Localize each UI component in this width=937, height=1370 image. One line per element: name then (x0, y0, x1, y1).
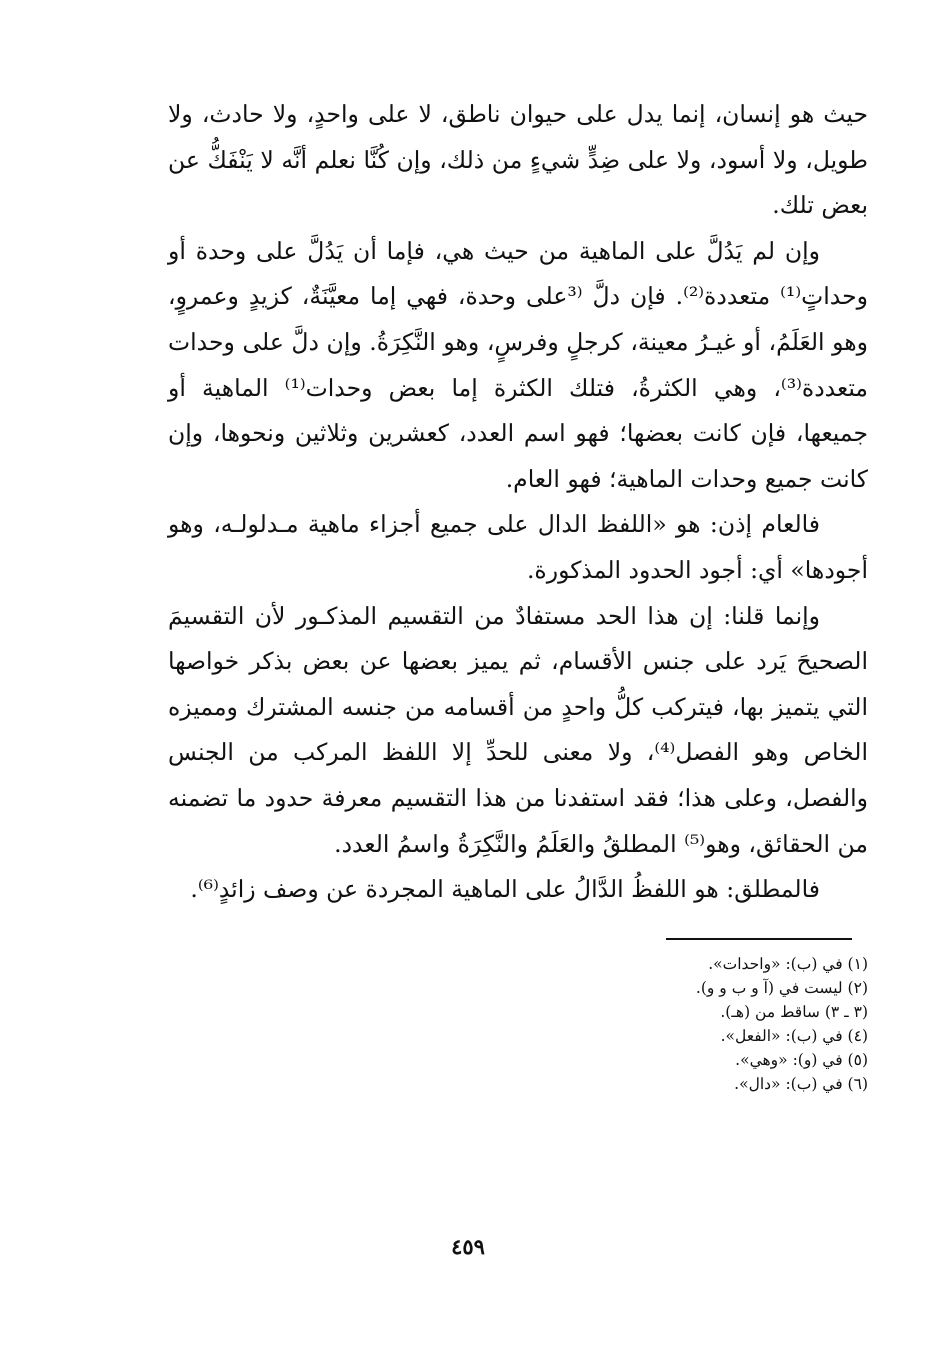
paragraph-5: فالمطلق: هو اللفظُ الدَّالُ على الماهية المجردة عن وصف زائدٍ⁽⁶⁾. (190, 875, 820, 904)
footnote-1: (١) في (ب): «واحدات». (708, 955, 868, 973)
paragraph-1: حيث هو إنسان، إنما يدل على حيوان ناطق، لا على واحدٍ، ولا حادث، ولا طويل، ولا أسود، ولا على ضِدٍّ شيءٍ من ذلك، وإن كُنَّا نعلم أنَّه لا يَنْفَكُّ عن بعض تلك. (168, 100, 868, 220)
paragraph-4: وإنما قلنا: إن هذا الحد مستفادٌ من التقسيم المذكـور لأن التقسيمَ الصحيحَ يَرد على جنس الأقسام، ثم يميز بعضها عن بعض بذكر خواصها التي يتميز بها، فيتركب كلُّ واحدٍ من أقسامه من جنسه المشترك ومميزه الخاص وهو الفصل⁽⁴⁾، ولا معنى للحدِّ إلا اللفظ المركب من الجنس والفصل، وعلى هذا؛ فقد استفدنا من هذا التقسيم معرفة حدود ما تضمنه من الحقائق، وهو⁽⁵⁾ المطلقُ والعَلَمُ والنَّكِرَةُ واسمُ العدد. (168, 601, 869, 858)
footnote-5: (٥) في (و): «وهي». (735, 1051, 868, 1069)
paragraph-3: فالعام إذن: هو «اللفظ الدال على جميع أجزاء ماهية مـدلولـه، وهو أجودها» أي: أجود الحدود المذكورة. (168, 510, 868, 584)
footnote-separator (666, 938, 852, 940)
page-number: ٤٥٩ (451, 1234, 485, 1259)
footnote-2: (٢) ليست في (آ و ب و و). (695, 979, 868, 997)
footnote-4: (٤) في (ب): «الفعل». (720, 1027, 868, 1045)
footnotes (560, 952, 868, 1096)
footnote-6: (٦) في (ب): «دال». (734, 1075, 868, 1093)
main-text (168, 92, 868, 913)
footnote-3: (٣ ـ ٣) ساقط من (هـ). (720, 1003, 868, 1021)
paragraph-2: وإن لم يَدُلَّ على الماهية من حيث هي، فإما أن يَدُلَّ على وحدة أو وحداتٍ⁽¹⁾ متعددة⁽²⁾. فإن دلَّ ⁽³على وحدة، فهي إما معيَّنَةٌ، كزيدٍ وعمروٍ، وهو العَلَمُ، أو غيـرُ معينة، كرجلٍ وفرسٍ، وهو النَّكِرَةُ. وإن دلَّ على وحدات متعددة⁽³⁾، وهي الكثرةُ، فتلك الكثرة إما بعض وحدات⁽¹⁾ الماهية أو جميعها، فإن كانت بعضها؛ فهو اسم العدد، كعشرين وثلاثين ونحوها، وإن كانت جميع وحدات الماهية؛ فهو العام. (168, 236, 869, 493)
